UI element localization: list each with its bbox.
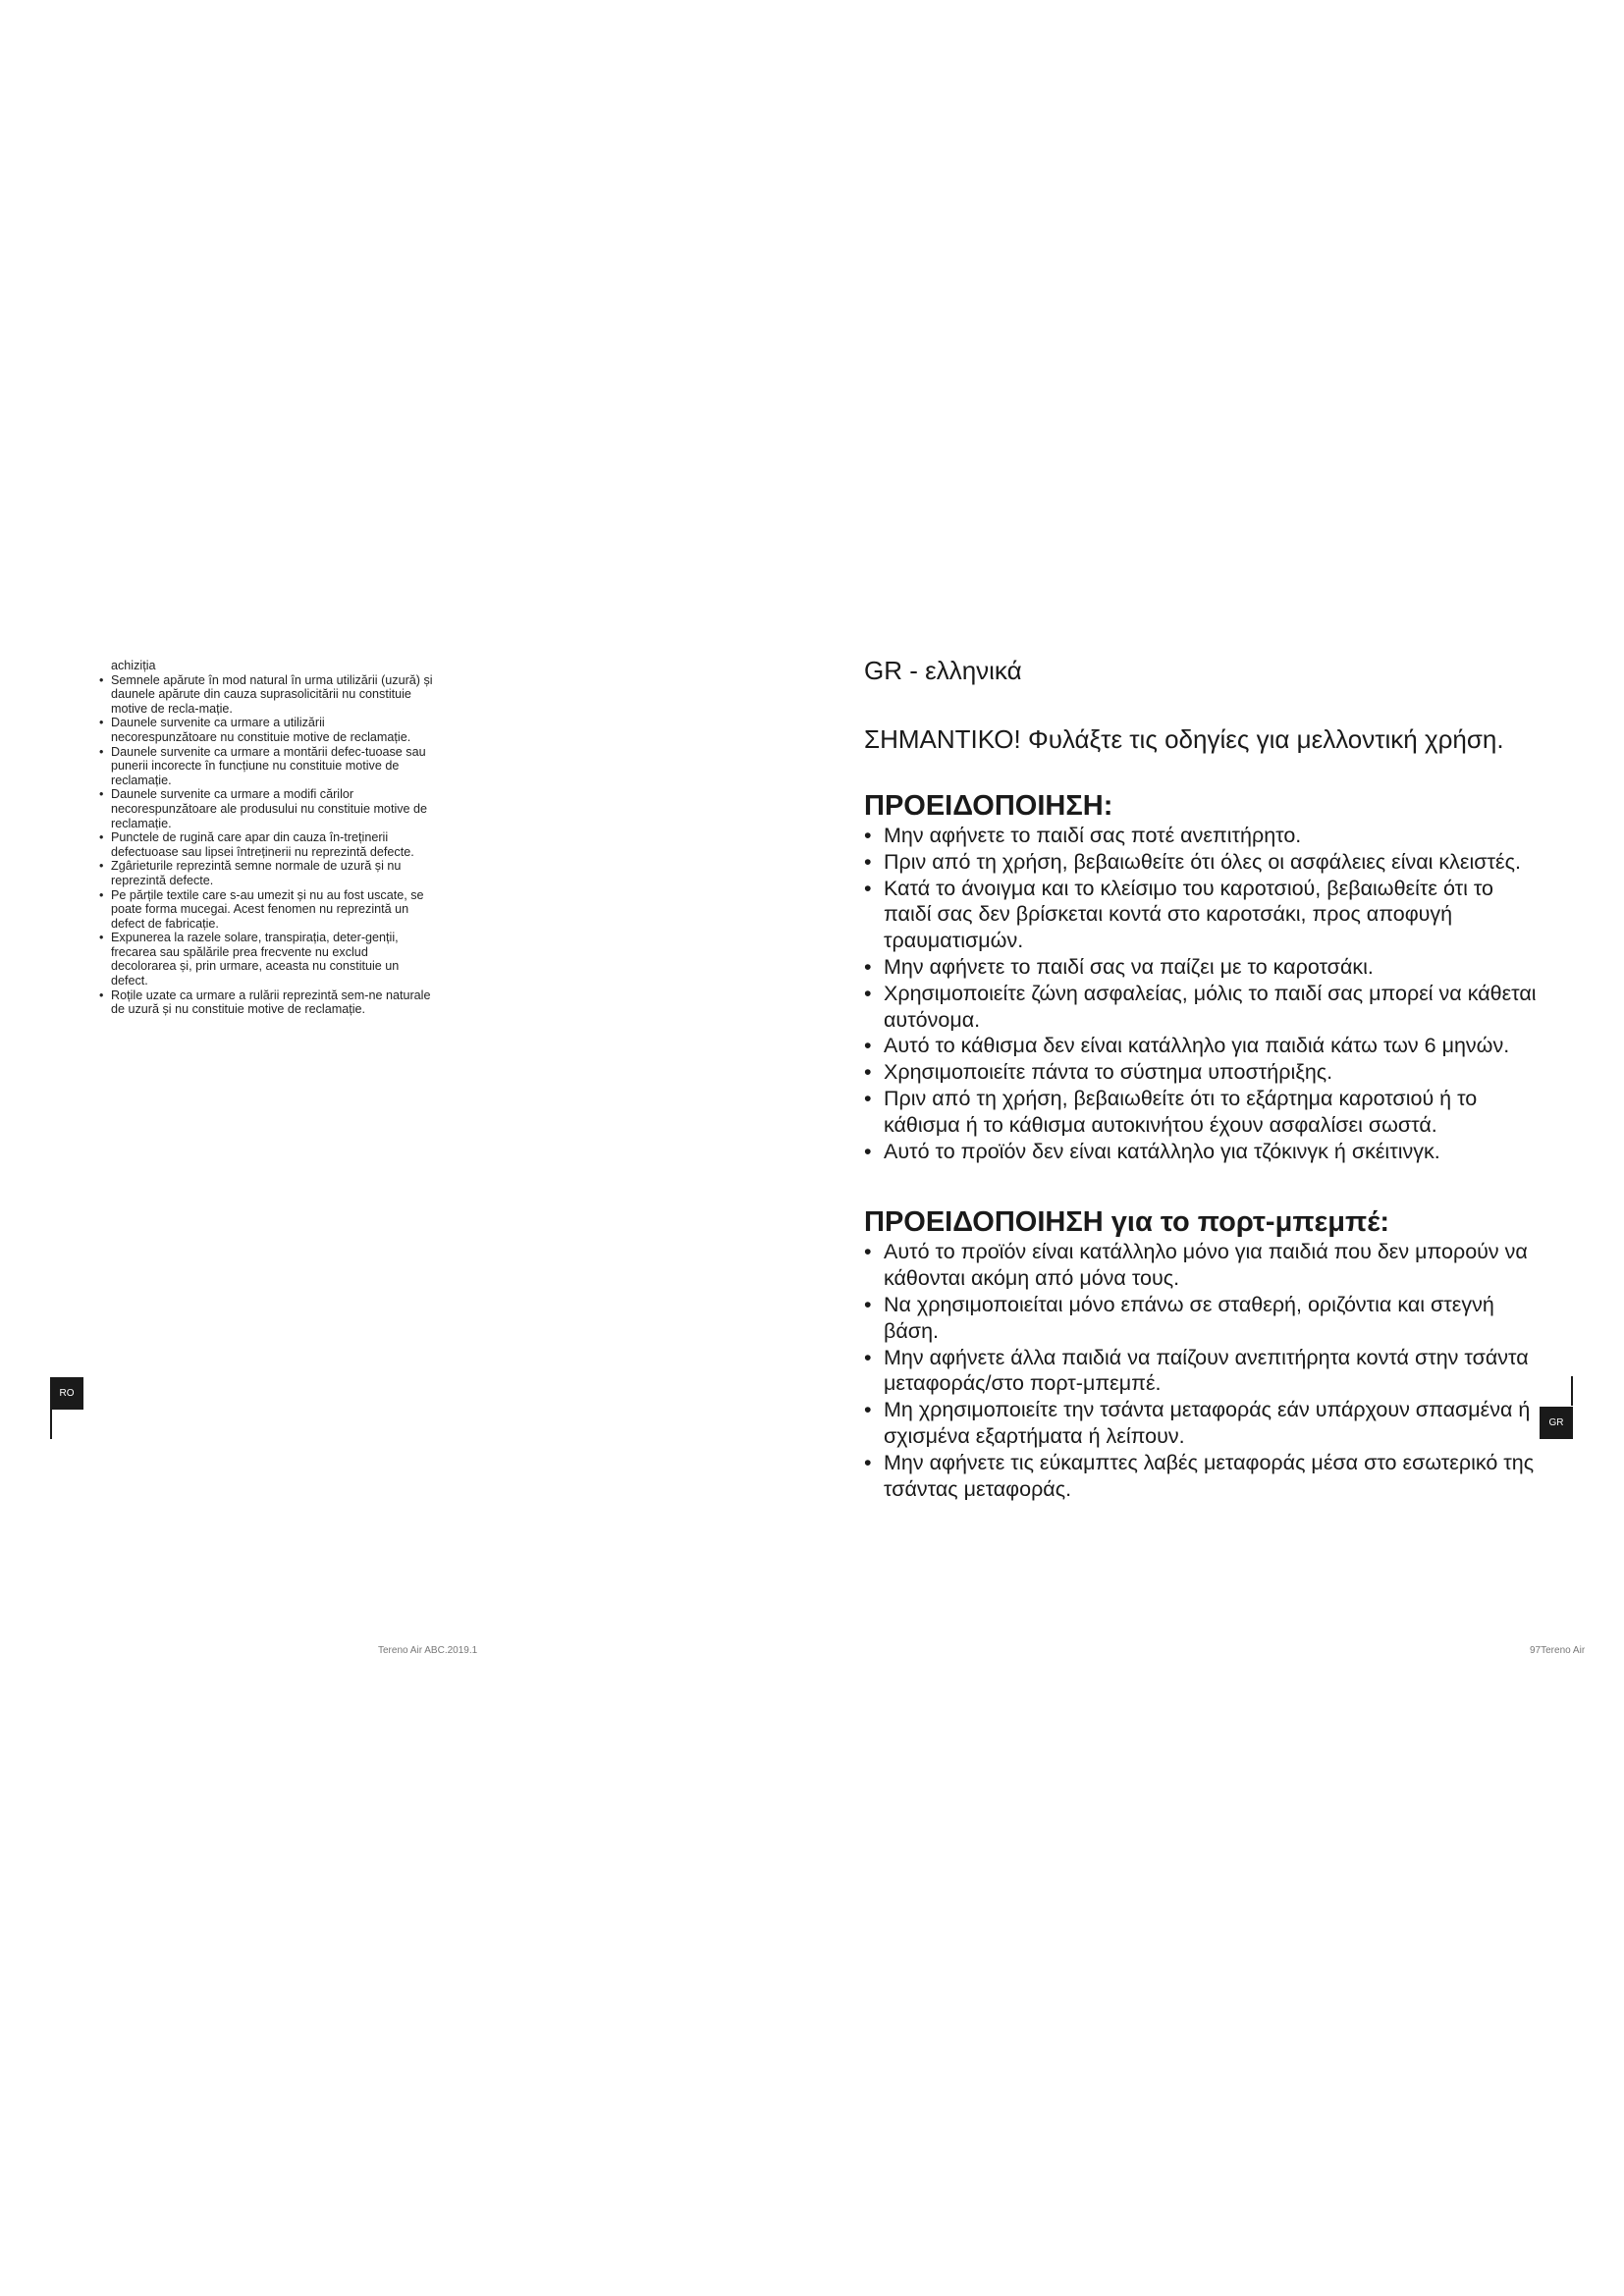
ro-page-tab: RO bbox=[50, 1377, 83, 1410]
list-item: • Zgârieturile reprezintă semne normale de uzură și nu reprezintă defecte. bbox=[99, 859, 433, 887]
list-item: • Μην αφήνετε το παιδί σας να παίζει με το καροτσάκι. bbox=[864, 954, 1542, 981]
language-title: GR - ελληνικά bbox=[864, 656, 1022, 685]
carrycot-warning-heading: ΠΡΟΕΙΔΟΠΟΙΗΣΗ για το πορτ-μπεμπέ: bbox=[864, 1206, 1389, 1239]
list-item: • Αυτό το κάθισμα δεν είναι κατάλληλο για παιδιά κάτω των 6 μηνών. bbox=[864, 1033, 1542, 1059]
important-note: ΣΗΜΑΝΤΙΚΟ! Φυλάξτε τις οδηγίες για μελλοντική χρήση. bbox=[864, 724, 1504, 754]
list-item: • Πριν από τη χρήση, βεβαιωθείτε ότι το εξάρτημα καροτσιού ή το κάθισμα ή το κάθισμα αυτοκινήτου έχουν ασφαλίσει σωστά. bbox=[864, 1086, 1542, 1139]
carrycot-warning-list bbox=[864, 1239, 1542, 1502]
list-item: • Μην αφήνετε το παιδί σας ποτέ ανεπιτήρητο. bbox=[864, 823, 1542, 849]
list-item: • Punctele de rugină care apar din cauza în-treținerii defectuoase sau lipsei întreținerii nu reprezintă defecte. bbox=[99, 830, 433, 859]
list-item: • Κατά το άνοιγμα και το κλείσιμο του καροτσιού, βεβαιωθείτε ότι το παιδί σας δεν βρίσκεται κοντά στο καροτσάκι, προς αποφυγή τραυματισμών. bbox=[864, 876, 1542, 954]
list-item: • Daunele survenite ca urmare a modifi cărilor necorespunzătoare ale produsului nu constituie motive de reclamație. bbox=[99, 787, 433, 830]
warning-list bbox=[864, 823, 1542, 1164]
ro-tab-marker-line bbox=[50, 1410, 52, 1439]
warning-heading: ΠΡΟΕΙΔΟΠΟΙΗΣΗ: bbox=[864, 790, 1113, 822]
list-item: • Semnele apărute în mod natural în urma utilizării (uzură) și daunele apărute din cauza suprasolicitării nu constituie motive de recla-mație. bbox=[99, 673, 433, 717]
gr-page-tab: GR bbox=[1540, 1407, 1573, 1439]
list-item: • Πριν από τη χρήση, βεβαιωθείτε ότι όλες οι ασφάλειες είναι κλειστές. bbox=[864, 849, 1542, 876]
ro-list bbox=[99, 673, 433, 1017]
lead-text: achiziția bbox=[111, 659, 156, 672]
gr-tab-marker-line bbox=[1571, 1376, 1573, 1406]
left-footer: Tereno Air ABC.2019.1 bbox=[378, 1645, 478, 1656]
list-item: • Daunele survenite ca urmare a utilizării necorespunzătoare nu constituie motive de reclamație. bbox=[99, 716, 433, 744]
list-item: • Expunerea la razele solare, transpirația, deter-genții, frecarea sau spălările prea frecvente nu exclud decolorarea și, prin urmare, aceasta nu constituie un defect. bbox=[99, 931, 433, 988]
list-item: • Μην αφήνετε τις εύκαμπτες λαβές μεταφοράς μέσα στο εσωτερικό της τσάντας μεταφοράς. bbox=[864, 1450, 1542, 1503]
list-item: • Αυτό το προϊόν είναι κατάλληλο μόνο για παιδιά που δεν μπορούν να κάθονται ακόμη από μόνα τους. bbox=[864, 1239, 1542, 1292]
list-item: • Roțile uzate ca urmare a rulării reprezintă sem-ne naturale de uzură și nu constituie motive de reclamație. bbox=[99, 988, 433, 1017]
right-footer: 97Tereno Air bbox=[1530, 1645, 1586, 1656]
list-item: • Να χρησιμοποιείται μόνο επάνω σε σταθερή, οριζόντια και στεγνή βάση. bbox=[864, 1292, 1542, 1345]
list-item: • Χρησιμοποιείτε πάντα το σύστημα υποστήριξης. bbox=[864, 1059, 1542, 1086]
list-item: • Μη χρησιμοποιείτε την τσάντα μεταφοράς εάν υπάρχουν σπασμένα ή σχισμένα εξαρτήματα ή λείπουν. bbox=[864, 1397, 1542, 1450]
list-item: • Χρησιμοποιείτε ζώνη ασφαλείας, μόλις το παιδί σας μπορεί να κάθεται αυτόνομα. bbox=[864, 981, 1542, 1034]
list-item: • Pe părțile textile care s-au umezit și nu au fost uscate, se poate forma mucegai. Acest fenomen nu reprezintă un defect de fabricație. bbox=[99, 888, 433, 932]
right-page-text bbox=[864, 656, 1542, 1502]
list-item: • Daunele survenite ca urmare a montării defec-tuoase sau punerii incorecte în funcțiune nu constituie motive de reclamație. bbox=[99, 745, 433, 788]
left-page-text bbox=[99, 659, 433, 1017]
list-item: • Μην αφήνετε άλλα παιδιά να παίζουν ανεπιτήρητα κοντά στην τσάντα μεταφοράς/στο πορτ-μπεμπέ. bbox=[864, 1345, 1542, 1398]
list-item: • Αυτό το προϊόν δεν είναι κατάλληλο για τζόκινγκ ή σκέιτινγκ. bbox=[864, 1139, 1542, 1165]
